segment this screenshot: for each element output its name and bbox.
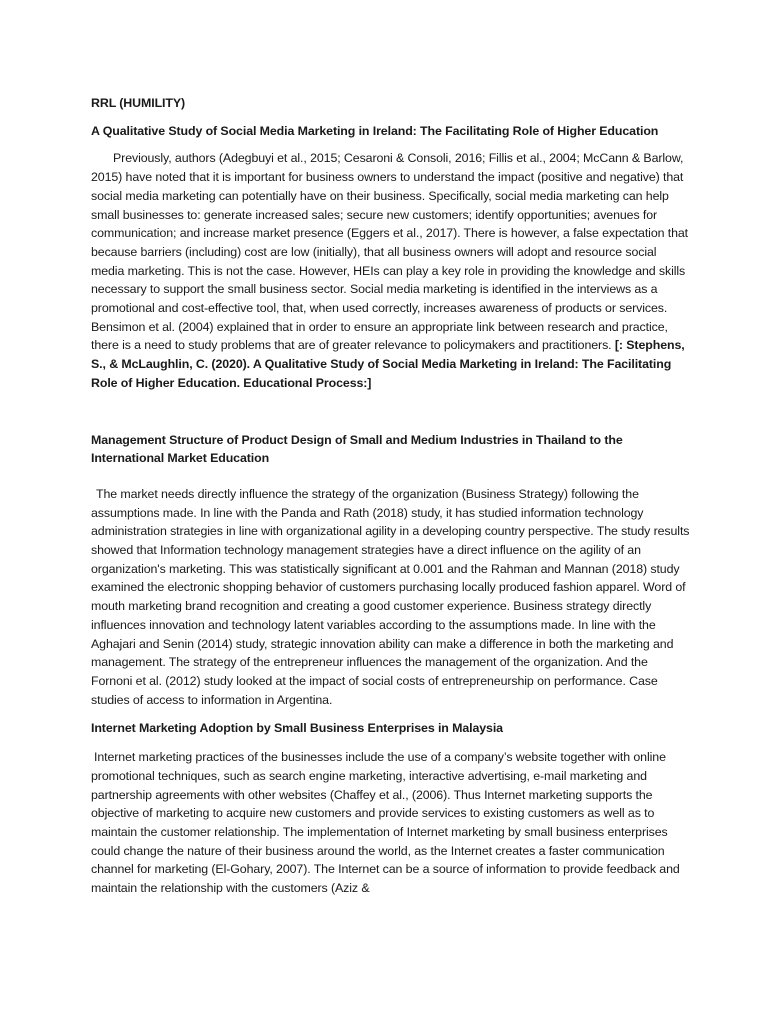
section-spacer (91, 393, 691, 431)
section-2-paragraph: The market needs directly influence the strategy of the organization (Business Strategy) following the assumptions made. In line with the Panda and Rath (2018) study, it has studied information technology administration strategies in line with organizational agility in a developing country perspective. The study results showed that Information technology management strategies have a direct influence on the agility of an organization's marketing. This was statistically significant at 0.001 and the Rahman and Mannan (2018) study examined the electronic shopping behavior of customers purchasing locally produced fashion apparel. Word of mouth marketing brand recognition and creating a good customer experience. Business strategy directly influences innovation and technology latent variables according to the assumptions made. In line with the Aghajari and Senin (2014) study, strategic innovation ability can make a difference in both the marketing and management. The strategy of the entrepreneur influences the management of the organization. And the Fornoni et al. (2012) study looked at the impact of social costs of entrepreneurship on performance. Case studies of access to information in Argentina. (91, 486, 690, 707)
section-3-title: Internet Marketing Adoption by Small Business Enterprises in Malaysia (91, 721, 503, 736)
document-body (91, 94, 691, 898)
section-1-title: A Qualitative Study of Social Media Marketing in Ireland: The Facilitating Role of Higher Education (91, 123, 659, 138)
section-1-citation: [: Stephens, S., & McLaughlin, C. (2020). A Qualitative Study of Social Media Marketing in Ireland: The Facilitating Role of Higher Education. Educational Process:] (91, 338, 685, 390)
section-2-title: Management Structure of Product Design of Small and Medium Industries in Thailand to the International Market Education (91, 432, 623, 466)
document-label: RRL (HUMILITY) (91, 96, 186, 110)
section-3-paragraph: Internet marketing practices of the businesses include the use of a company’s website together with online promotional techniques, such as search engine marketing, interactive advertising, e-mail marketing and partnership agreements with other websites (Chaffey et al., (2006). Thus Internet marketing supports the objective of marketing to acquire new customers and provide services to existing customers as well as to maintain the customer relationship. The implementation of Internet marketing by small business enterprises could change the nature of their business around the world, as the Internet creates a faster communication channel for marketing (El-Gohary, 2007). The Internet can be a source of information to provide feedback and maintain the relationship with the customers (Aziz & (91, 750, 680, 896)
section-1-body: Previously, authors (Adegbuyi et al., 2015; Cesaroni & Consoli, 2016; Fillis et al., 2004; McCann & Barlow, 2015) have noted that it is important for business owners to understand the impact (positive and negative) that social media marketing can potentially have on their business. Specifically, social media marketing can help small businesses to: generate increased sales; secure new customers; identify opportunities; avenues for communication; and increase market presence (Eggers et al., 2017). There is however, a false expectation that because barriers (including) cost are low (initially), that all business owners will adopt and resource social media marketing. This is not the case. However, HEIs can play a key role in providing the knowledge and skills necessary to support the small business sector. Social media marketing is identified in the interviews as a promotional and cost-effective tool, that, when used correctly, increases awareness of products or services. Bensimon et al. (2004) explained that in order to ensure an appropriate link between research and practice, there is a need to study problems that are of greater relevance to policymakers and practitioners. (91, 151, 689, 353)
section-1-paragraph (91, 149, 691, 392)
